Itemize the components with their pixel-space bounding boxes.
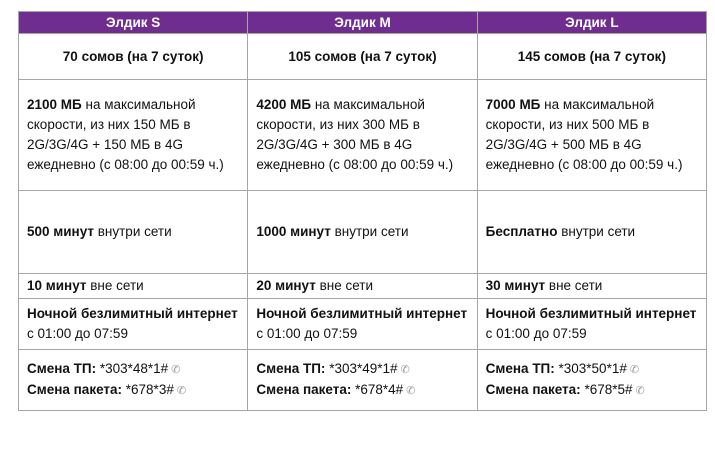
- night-title: Ночной безлимитный интернет: [27, 306, 238, 321]
- tariff-comparison-table: [18, 11, 707, 411]
- offnet-amount: 30 минут: [485, 278, 546, 293]
- offnet-description: вне сети: [86, 278, 144, 293]
- phone-icon[interactable]: ✆: [635, 385, 645, 397]
- night-cell-m: [248, 299, 477, 350]
- night-hours: с 01:00 до 07:59: [256, 326, 358, 341]
- tp-change-code[interactable]: *303*48*1#: [96, 361, 169, 376]
- tp-change-label: Смена ТП:: [485, 361, 555, 376]
- offnet-cell-s: [19, 274, 248, 299]
- offnet-description: вне сети: [315, 278, 373, 293]
- night-hours: с 01:00 до 07:59: [27, 326, 128, 341]
- codes-cell-m: [248, 350, 477, 411]
- data-cell-s: [19, 80, 248, 191]
- tp-change-line: [256, 359, 468, 380]
- codes-cell-s: [19, 350, 248, 411]
- night-cell-l: [477, 299, 706, 350]
- tp-change-label: Смена ТП:: [27, 361, 97, 376]
- package-change-code[interactable]: *678*3#: [122, 382, 174, 397]
- phone-icon[interactable]: ✆: [171, 364, 181, 376]
- offnet-minutes-row: [19, 274, 707, 299]
- tp-change-line: [27, 359, 239, 380]
- package-change-line: [486, 380, 698, 401]
- phone-icon[interactable]: ✆: [629, 364, 640, 376]
- onnet-cell-m: [248, 191, 477, 274]
- offnet-cell-l: [477, 274, 706, 299]
- package-change-line: [27, 380, 239, 401]
- onnet-description: внутри сети: [94, 224, 172, 239]
- data-description: на максимальной скорости, из них 150 МБ в 2G/3G/4G + 150 МБ в 4G ежедневно (с 08:00 до 00:59 ч.): [27, 97, 224, 172]
- plan-name-l: Элдик L: [477, 12, 706, 34]
- price-l: 145 сомов (на 7 суток): [477, 34, 706, 80]
- data-amount: 4200 МБ: [256, 97, 312, 112]
- package-change-line: [256, 380, 468, 401]
- data-description: на максимальной скорости, из них 300 МБ в 2G/3G/4G + 300 МБ в 4G ежедневно (с 08:00 до 00:59 ч.): [256, 97, 454, 172]
- package-change-code[interactable]: *678*4#: [351, 382, 404, 397]
- onnet-amount: 1000 минут: [256, 224, 331, 239]
- night-internet-row: [19, 299, 707, 350]
- tp-change-line: [486, 359, 698, 380]
- offnet-cell-m: [248, 274, 477, 299]
- package-change-label: Смена пакета:: [27, 382, 123, 397]
- onnet-cell-s: [19, 191, 248, 274]
- data-amount: 7000 МБ: [485, 97, 541, 112]
- offnet-amount: 20 минут: [256, 278, 316, 293]
- price-row: [19, 34, 707, 80]
- onnet-cell-l: [477, 191, 706, 274]
- phone-icon[interactable]: ✆: [406, 385, 416, 397]
- tp-change-label: Смена ТП:: [256, 361, 326, 376]
- offnet-amount: 10 минут: [27, 278, 87, 293]
- tp-change-code[interactable]: *303*49*1#: [325, 361, 398, 376]
- night-hours: с 01:00 до 07:59: [485, 326, 587, 341]
- data-description: на максимальной скорости, из них 500 МБ в 2G/3G/4G + 500 МБ в 4G ежедневно (с 08:00 до 00:59 ч.): [485, 97, 683, 172]
- package-change-label: Смена пакета:: [256, 382, 352, 397]
- phone-icon[interactable]: ✆: [400, 364, 410, 376]
- onnet-description: внутри сети: [330, 224, 409, 239]
- ussd-codes-row: [19, 350, 707, 411]
- price-m: 105 сомов (на 7 суток): [248, 34, 477, 80]
- onnet-description: внутри сети: [557, 224, 636, 239]
- phone-icon[interactable]: ✆: [176, 385, 187, 397]
- header-row: [19, 12, 707, 34]
- package-change-code[interactable]: *678*5#: [580, 382, 633, 397]
- night-cell-s: [19, 299, 248, 350]
- night-title: Ночной безлимитный интернет: [256, 306, 468, 321]
- plan-name-m: Элдик M: [248, 12, 477, 34]
- offnet-description: вне сети: [545, 278, 603, 293]
- package-change-label: Смена пакета:: [485, 382, 581, 397]
- codes-cell-l: [477, 350, 706, 411]
- onnet-amount: Бесплатно: [485, 224, 558, 239]
- onnet-amount: 500 минут: [27, 224, 94, 239]
- tp-change-code[interactable]: *303*50*1#: [554, 361, 627, 376]
- data-cell-m: [248, 80, 477, 191]
- night-title: Ночной безлимитный интернет: [485, 306, 697, 321]
- data-amount: 2100 МБ: [27, 97, 82, 112]
- price-s: 70 сомов (на 7 суток): [19, 34, 248, 80]
- onnet-minutes-row: [19, 191, 707, 274]
- plan-name-s: Элдик S: [19, 12, 248, 34]
- data-row: [19, 80, 707, 191]
- data-cell-l: [477, 80, 706, 191]
